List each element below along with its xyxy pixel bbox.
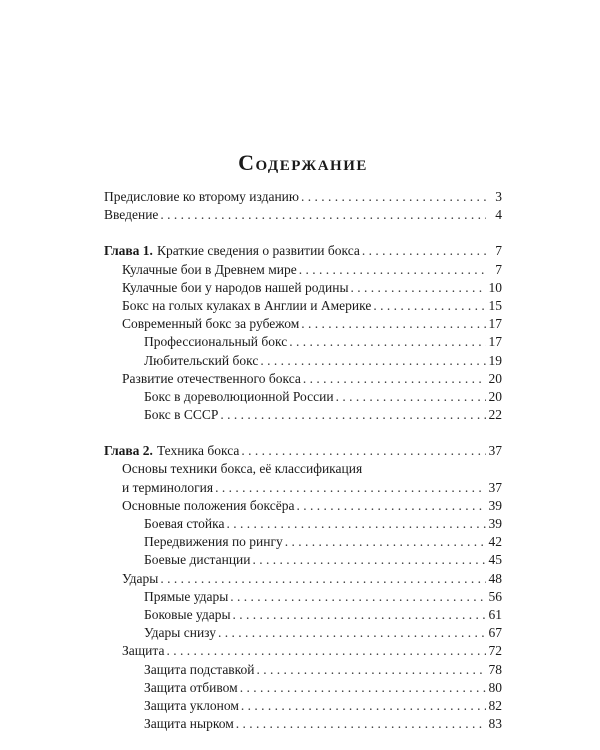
page-number: 4 (495, 207, 502, 223)
toc-entry-text: Любительский бокс (144, 352, 259, 368)
dot-leader (301, 315, 486, 333)
toc-entry-text: Защита отбивом (144, 679, 238, 695)
toc-entry-title (122, 570, 158, 588)
toc-entry-text: Бокс в дореволюционной России (144, 388, 334, 404)
page-number: 3 (495, 189, 502, 204)
toc-entry-title (144, 333, 287, 351)
toc-entry-title (122, 370, 301, 388)
dot-leader (233, 606, 486, 624)
page-number: 61 (488, 606, 502, 622)
dot-leader (289, 333, 486, 351)
page-number: 48 (488, 570, 502, 586)
toc-entry-title (144, 352, 258, 370)
toc-entry-text: Боевые дистанции (144, 552, 251, 568)
toc-entry[interactable] (104, 388, 502, 406)
toc-entry-title (122, 642, 164, 660)
toc-entry[interactable] (104, 624, 502, 642)
toc-entry[interactable] (104, 697, 502, 715)
page-number: 20 (488, 388, 502, 404)
toc-entry[interactable] (104, 188, 502, 206)
chapter-label: Глава 2. (104, 443, 153, 459)
dot-leader (160, 570, 486, 588)
toc-entry[interactable] (104, 679, 502, 697)
dot-leader (373, 297, 486, 315)
toc-entry-text: Бокс на голых кулаках в Англии и Америке (122, 297, 372, 313)
toc-entry-title (144, 661, 255, 679)
toc-entry-title (122, 315, 299, 333)
page-number: 80 (488, 679, 502, 695)
toc-entry-text: Прямые удары (144, 588, 229, 604)
dot-leader (166, 642, 486, 660)
toc-entry-title (144, 406, 218, 424)
page-number: 20 (488, 370, 502, 386)
page-number: 82 (488, 697, 502, 713)
toc-entry-title (122, 261, 297, 279)
toc-entry-text: Предисловие ко второму изданию (104, 189, 299, 204)
toc-entry-text: Передвижения по рингу (144, 534, 283, 550)
dot-leader (336, 388, 486, 406)
page-number: 37 (488, 443, 502, 459)
dot-leader (253, 551, 486, 569)
dot-leader (160, 206, 486, 224)
page-number: 7 (495, 243, 502, 259)
toc-entry-text: Защита нырком (144, 716, 234, 732)
toc-entry[interactable] (104, 370, 502, 388)
toc-entry[interactable] (104, 497, 502, 515)
toc-entry[interactable] (104, 479, 502, 497)
page-number: 10 (488, 279, 502, 295)
toc-entry[interactable] (104, 533, 502, 551)
contents-page (104, 150, 502, 733)
toc-entry[interactable] (104, 460, 502, 478)
toc-entry[interactable] (104, 242, 502, 260)
dot-leader (351, 279, 486, 297)
toc-entry-title (144, 588, 228, 606)
dot-leader (215, 479, 486, 497)
toc-entry-text: Удары (122, 570, 159, 586)
toc-entry-text: Профессиональный бокс (144, 334, 288, 350)
toc-entry[interactable] (104, 315, 502, 333)
dot-leader (220, 406, 486, 424)
toc-entry-text: и терминология (122, 479, 214, 495)
toc-entry[interactable] (104, 515, 502, 533)
page-number: 19 (488, 352, 502, 368)
page-number: 22 (488, 407, 502, 423)
toc-entry-title (122, 497, 294, 515)
toc-entry-title (144, 606, 231, 624)
page-number: 7 (495, 261, 502, 277)
toc-entry-title (122, 460, 362, 478)
toc-entry[interactable] (104, 661, 502, 679)
toc-entry[interactable] (104, 606, 502, 624)
page-number: 39 (488, 497, 502, 513)
toc-entry-text: Основы техники бокса, её классификация (122, 461, 363, 477)
toc-entry-text: Боковые удары (144, 606, 231, 622)
dot-leader (241, 442, 486, 460)
page-title: Содержание (238, 150, 368, 175)
toc-entry[interactable] (104, 442, 502, 460)
dot-leader (362, 242, 486, 260)
dot-leader (296, 497, 486, 515)
toc-entry-title (104, 242, 360, 260)
page-number: 72 (488, 643, 502, 659)
toc-entry[interactable] (104, 261, 502, 279)
chapter-label: Глава 1. (104, 243, 153, 259)
toc-entry-title (104, 188, 299, 206)
toc-entry-text: Удары снизу (144, 625, 216, 641)
toc-entry-text: Боевая стойка (144, 516, 225, 531)
page-number: 37 (488, 479, 502, 495)
page-number: 39 (488, 516, 502, 531)
toc-entry-title (144, 551, 251, 569)
toc-entry[interactable] (104, 570, 502, 588)
toc-entry-text: Защита (122, 643, 165, 659)
toc-entry-text: Введение (104, 207, 159, 223)
dot-leader (260, 352, 486, 370)
dot-leader (303, 370, 486, 388)
toc-entry-title (104, 442, 239, 460)
toc-entry[interactable] (104, 406, 502, 424)
page-number: 67 (488, 625, 502, 641)
toc-entry-text: Кулачные бои в Древнем мире (122, 261, 297, 277)
toc-entry-text: Современный бокс за рубежом (122, 316, 300, 332)
page-number: 45 (488, 552, 502, 568)
toc-entry-text: Кулачные бои у народов нашей родины (122, 279, 349, 295)
toc-entry-text: Краткие сведения о развитии бокса (156, 243, 360, 259)
dot-leader (218, 624, 486, 642)
page-number: 17 (488, 316, 502, 332)
toc-entry-title (144, 679, 238, 697)
toc-entry-title (122, 279, 349, 297)
toc-entry-title (144, 533, 283, 551)
toc-entry-title (144, 388, 334, 406)
dot-leader (226, 515, 486, 533)
toc-entry[interactable] (104, 297, 502, 315)
toc-entry-title (122, 479, 213, 497)
toc-entry[interactable] (104, 588, 502, 606)
page-number: 15 (488, 297, 502, 313)
toc-entry-title (104, 206, 158, 224)
toc-entry[interactable] (104, 206, 502, 224)
dot-leader (240, 679, 486, 697)
toc-entry-title (144, 624, 216, 642)
dot-leader (241, 697, 486, 715)
toc-entry[interactable] (104, 642, 502, 660)
page-number: 42 (488, 534, 502, 550)
toc-entry[interactable] (104, 715, 502, 733)
dot-leader (299, 261, 486, 279)
toc-entry[interactable] (104, 333, 502, 351)
toc-entry-title (144, 715, 234, 733)
toc-entry-title (144, 697, 239, 715)
dot-leader (257, 661, 486, 679)
dot-leader (236, 715, 486, 733)
toc-entry-text: Техника бокса (156, 443, 240, 459)
toc-entry[interactable] (104, 279, 502, 297)
toc-entry-text: Развитие отечественного бокса (122, 370, 301, 386)
toc-entry-text: Защита подставкой (144, 661, 255, 677)
page-number: 56 (488, 588, 502, 604)
page-number: 78 (488, 661, 502, 677)
toc-entry-title (144, 515, 224, 533)
dot-leader (230, 588, 486, 606)
toc-entry[interactable] (104, 352, 502, 370)
toc-entry[interactable] (104, 551, 502, 569)
dot-leader (301, 188, 486, 206)
toc-entry-text: Основные положения боксёра (122, 497, 295, 513)
page-number: 83 (488, 716, 502, 732)
page-number: 17 (488, 334, 502, 350)
toc-entry-text: Защита уклоном (144, 697, 239, 713)
table-of-contents (104, 188, 502, 733)
toc-entry-text: Бокс в СССР (144, 407, 219, 423)
toc-entry-title (122, 297, 371, 315)
dot-leader (285, 533, 486, 551)
